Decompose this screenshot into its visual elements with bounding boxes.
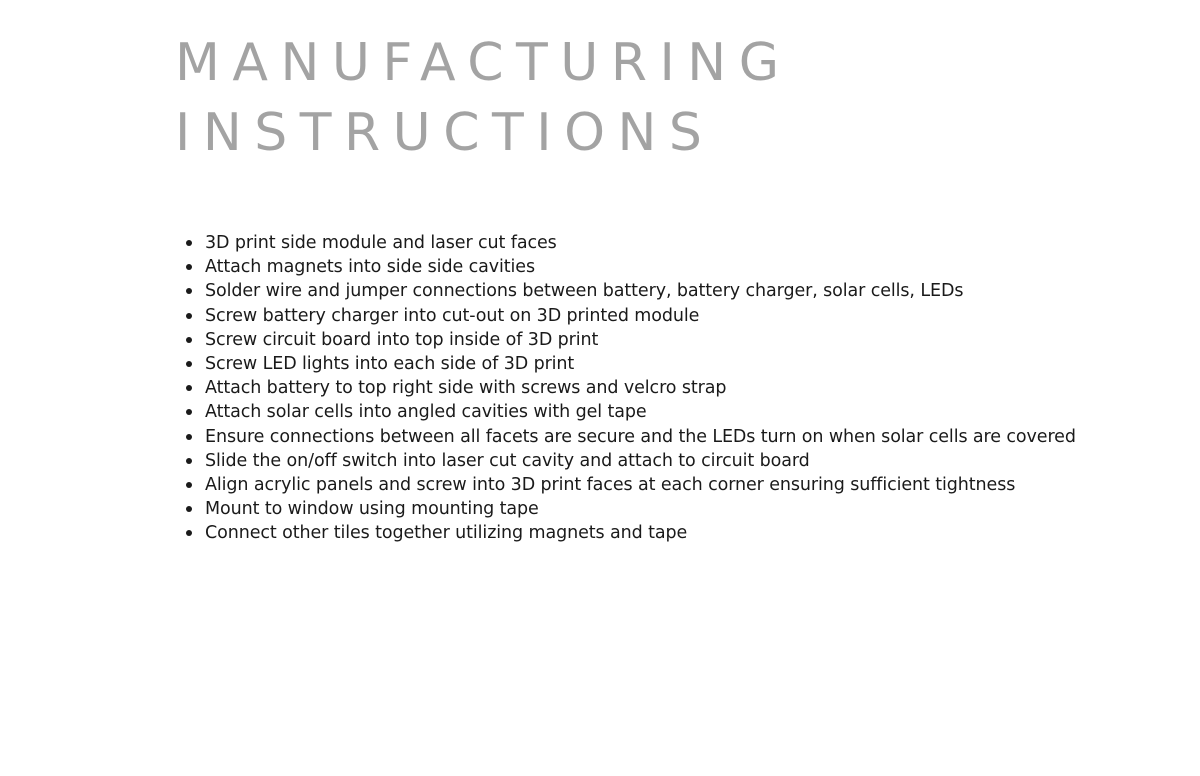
bullet-icon [186, 313, 192, 319]
step-text: Connect other tiles together utilizing magnets and tape [205, 523, 688, 544]
list-item [205, 497, 1076, 521]
step-text: Screw battery charger into cut-out on 3D printed module [205, 305, 700, 326]
bullet-icon [186, 458, 192, 464]
title-line-1: MANUFACTURING [175, 33, 792, 93]
bullet-icon [186, 434, 192, 440]
bullet-icon [186, 385, 192, 391]
list-item [205, 328, 1076, 352]
step-text: 3D print side module and laser cut faces [205, 233, 557, 253]
list-item [205, 279, 1076, 303]
bullet-icon [186, 409, 192, 415]
list-item [205, 352, 1076, 376]
instruction-list [175, 231, 1076, 546]
step-text: Solder wire and jumper connections between battery, battery charger, solar cells, LEDs [205, 281, 964, 302]
step-text: Attach battery to top right side with screws and velcro strap [205, 378, 727, 399]
step-text: Align acrylic panels and screw into 3D print faces at each corner ensuring sufficient tightness [205, 475, 1016, 496]
list-item [205, 521, 1076, 545]
list-item [205, 400, 1076, 424]
list-item [205, 473, 1076, 497]
bullet-icon [186, 264, 192, 270]
list-item [205, 449, 1076, 473]
step-text: Ensure connections between all facets are secure and the LEDs turn on when solar cells are covered [205, 426, 1076, 447]
bullet-icon [186, 530, 192, 536]
title-line-2: INSTRUCTIONS [175, 103, 715, 163]
step-text: Attach solar cells into angled cavities with gel tape [205, 402, 647, 423]
step-text: Mount to window using mounting tape [205, 499, 539, 520]
bullet-icon [186, 361, 192, 367]
step-text: Screw LED lights into each side of 3D print [205, 354, 575, 375]
bullet-icon [186, 506, 192, 512]
list-item [205, 376, 1076, 400]
bullet-icon [186, 240, 192, 246]
list-item [205, 304, 1076, 328]
step-text: Screw circuit board into top inside of 3D print [205, 329, 599, 350]
step-text: Slide the on/off switch into laser cut cavity and attach to circuit board [205, 450, 810, 471]
step-text: Attach magnets into side side cavities [205, 257, 535, 278]
page-title [175, 28, 791, 168]
list-item [205, 231, 1076, 255]
bullet-icon [186, 337, 192, 343]
list-item [205, 255, 1076, 279]
bullet-icon [186, 482, 192, 488]
bullet-icon [186, 288, 192, 294]
list-item [205, 425, 1076, 449]
